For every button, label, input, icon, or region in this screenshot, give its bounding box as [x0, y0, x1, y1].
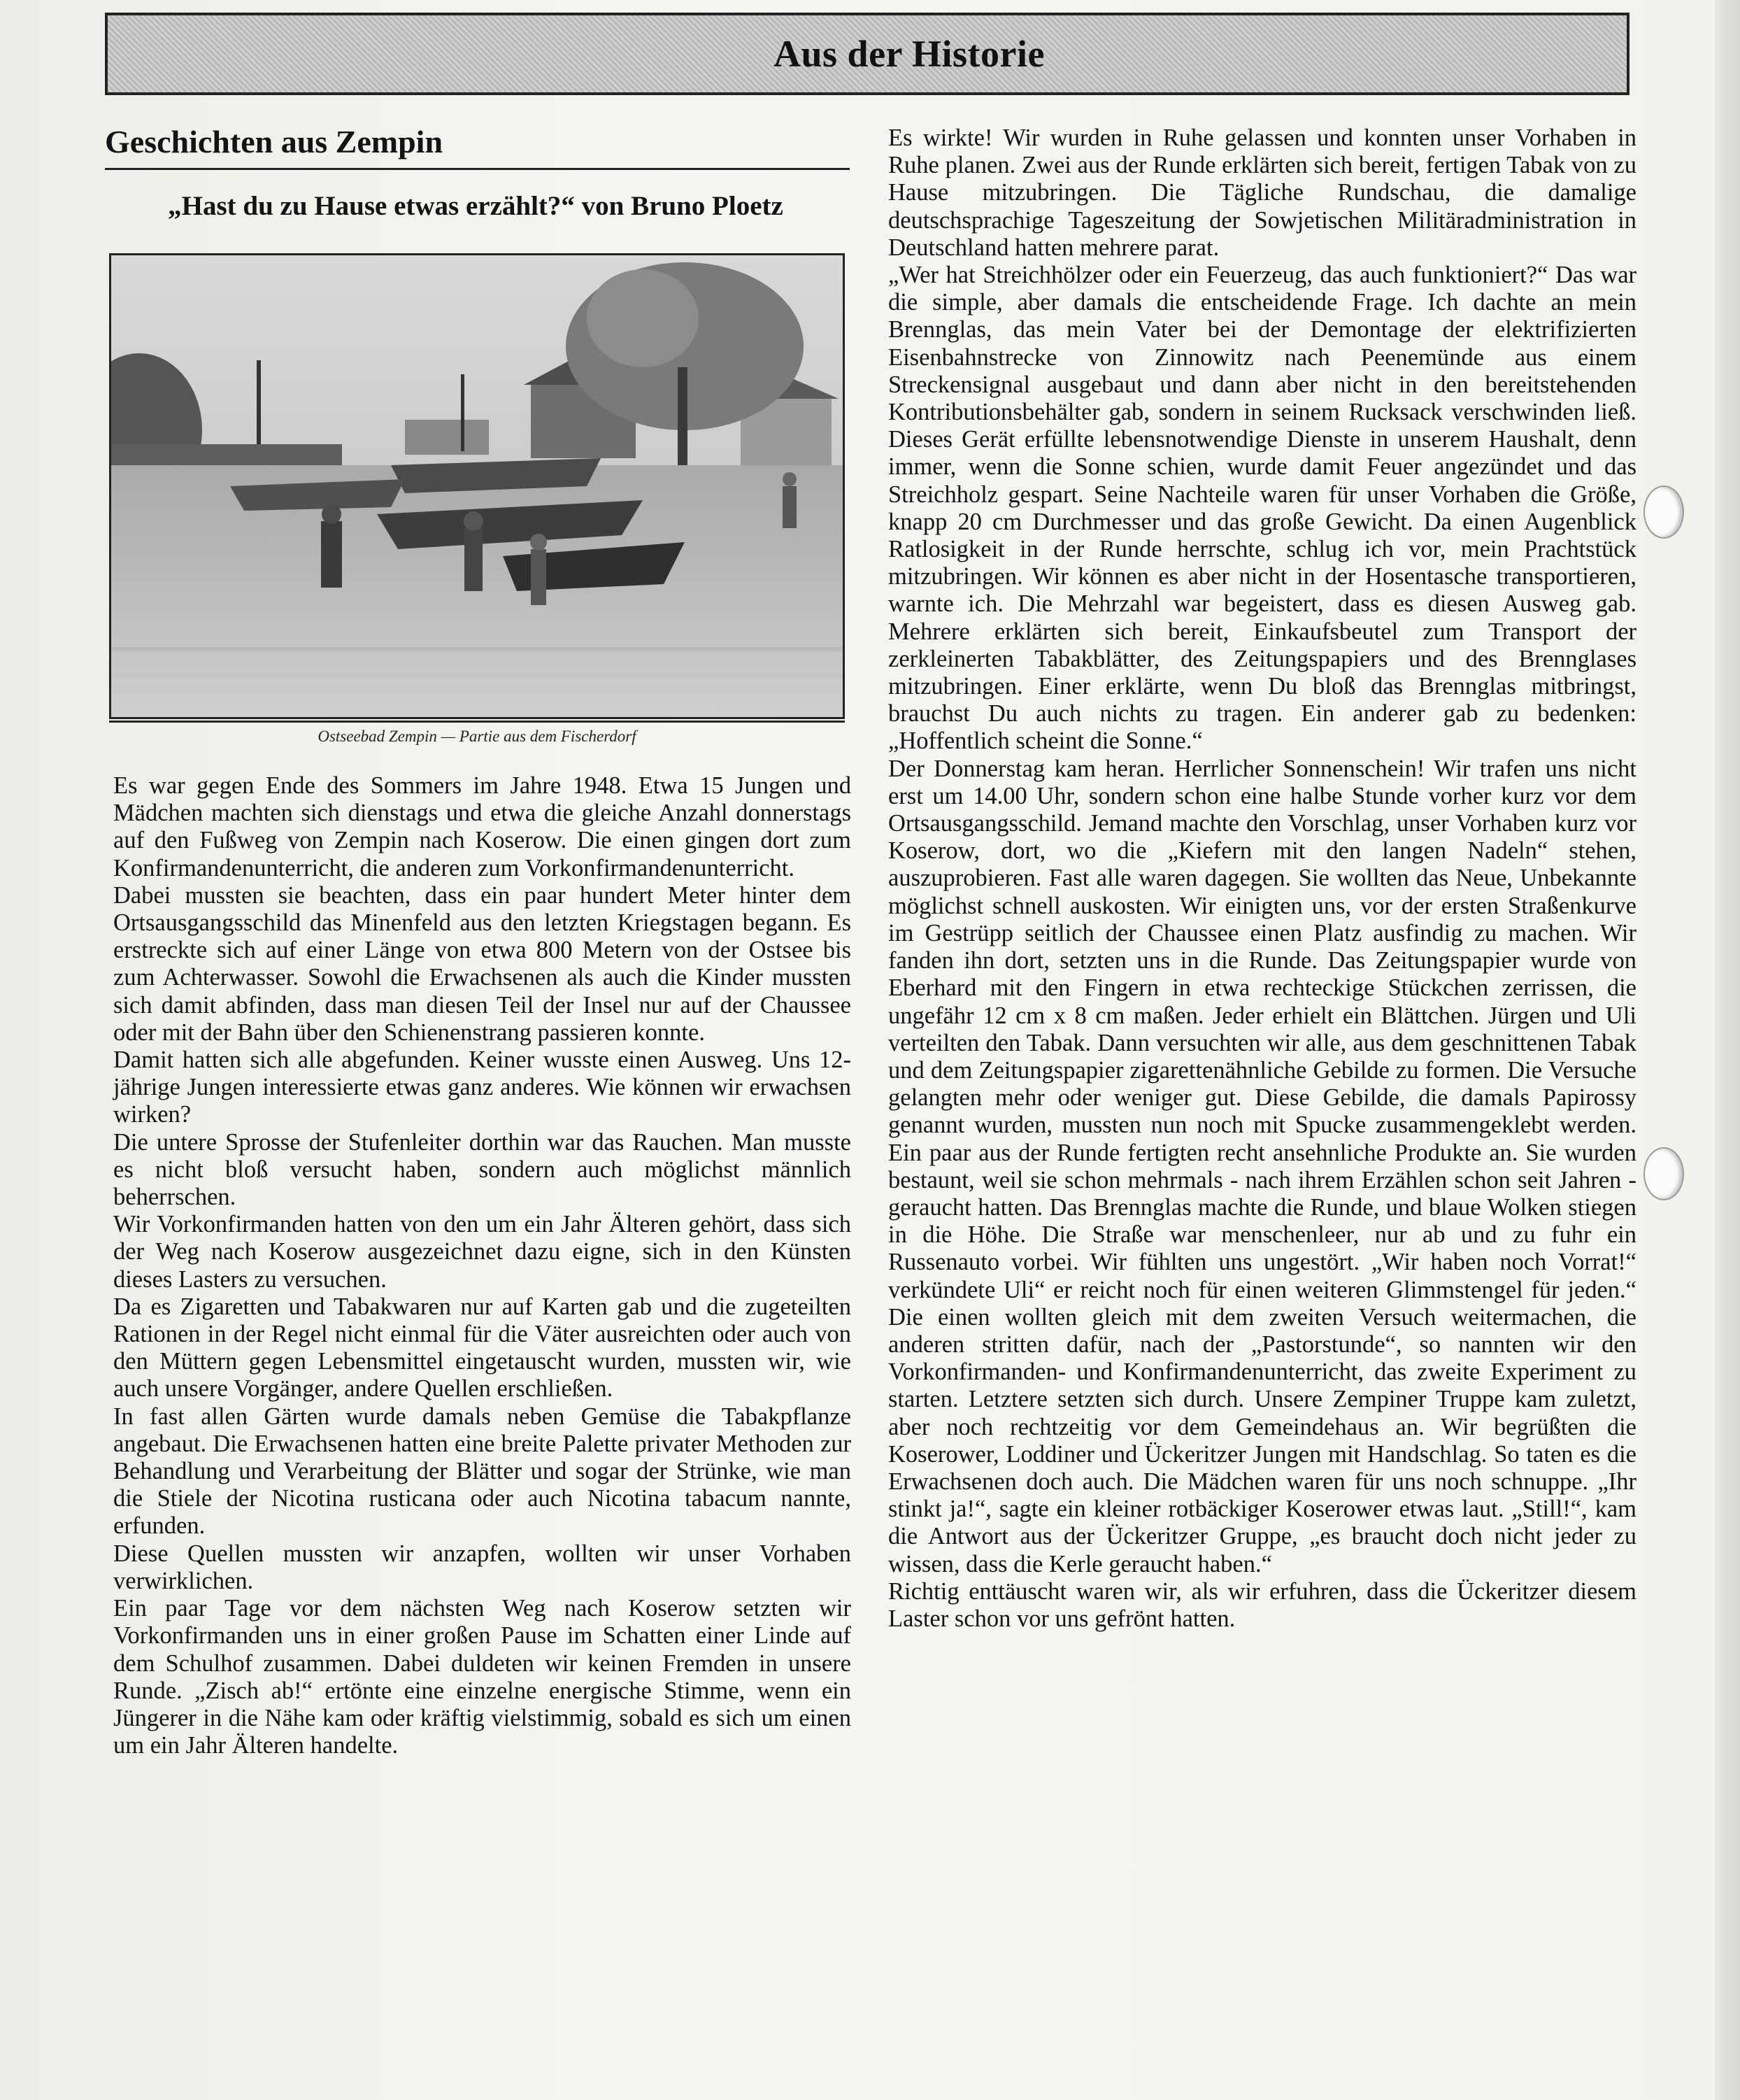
title-rule	[105, 168, 850, 170]
paragraph: In fast allen Gärten wurde damals neben Gemüse die Tabakpflanze angebaut. Die Erwachsenen hatten eine breite Palette privater Methoden zur Behandlung und Verarbeitung der Blätter und sogar der Strünke, wie man die Stiele der Nicotina rusticana oder auch Nicotina tabacum nannte, erfunden.	[113, 1403, 851, 1540]
paragraph: Richtig enttäuscht waren wir, als wir erfuhren, dass die Ückeritzer diesem Laster schon vor uns gefrönt hatten.	[888, 1577, 1636, 1632]
right-column	[888, 125, 1636, 1633]
article-subtitle: „Hast du zu Hause etwas erzählt?“ von Bruno Ploetz	[168, 191, 783, 221]
paragraph: Die untere Sprosse der Stufenleiter dorthin war das Rauchen. Man musste es nicht bloß versucht haben, sondern auch möglichst männlich beherrschen.	[113, 1128, 851, 1211]
paper-edge	[1715, 0, 1740, 2100]
paragraph: „Wer hat Streichhölzer oder ein Feuerzeug, das auch funktioniert?“ Das war die simple, aber damals die entscheidende Frage. Ich dachte an mein Brennglas, das mein Vater bei der Demontage der elektrifizierten Eisenbahnstrecke von Zinnowitz nach Peenemünde aus einem Streckensignal ausgebaut und dann aber nicht in den bereitstehenden Kontributionsbehälter gab, sondern in seinem Rucksack verschwinden ließ. Dieses Gerät erfüllte lebensnotwendige Dienste in unserem Haushalt, denn immer, wenn die Sonne schien, wurde damit Feuer angezündet und das Streichholz gespart. Seine Nachteile waren für unser Vorhaben die Größe, knapp 20 cm Durchmesser und das große Gewicht. Da einen Augenblick Ratlosigkeit in der Runde herrschte, schlug ich vor, mein Prachtstück mitzubringen. Wir können es aber nicht in der Hosentasche transportieren, warnte ich. Die Mehrzahl war begeistert, dass es diesen Ausweg gab. Mehrere erklärten sich bereit, Einkaufsbeutel zum Transport der zerkleinerten Tabakblätter, des Zeitungspapiers und des Brennglases mitzubringen. Einer erklärte, wenn Du bloß das Brennglas mitbringst, brauchst Du auch nichts zu tragen. Ein anderer gab zu bedenken: „Hoffentlich scheint die Sonne.“	[888, 262, 1636, 755]
paragraph: Der Donnerstag kam heran. Herrlicher Sonnenschein! Wir trafen uns nicht erst um 14.00 Uhr, sondern schon eine halbe Stunde vorher kurz vor dem Ortsausgangsschild. Jemand machte den Vorschlag, unser Vorhaben kurz vor Koserow, dort, wo die „Kiefern mit den langen Nadeln“ stehen, auszuprobieren. Fast alle waren dagegen. Sie wollten das Neue, Unbekannte möglichst schnell auskosten. Wir einigten uns, vor der ersten Straßenkurve im Gestrüpp seitlich der Chaussee einen Platz ausfindig zu machen. Wir fanden ihn dort, setzten uns in die Runde. Das Zeitungspapier wurde von Eberhard mit den Fingern in etwa rechteckige Stückchen zerrissen, die ungefähr 12 cm x 8 cm maßen. Jeder erhielt ein Blättchen. Jürgen und Uli verteilten den Tabak. Dann versuchten wir alle, aus dem geschnittenen Tabak und dem Zeitungspapier zigarettenähnliche Gebilde zu formen. Die Versuche gelangten mehr oder weniger gut. Diese Gebilde, die damals Papirossy genannt wurden, mussten nun noch mit Spucke zusammengeklebt werden. Ein paar aus der Runde fertigten recht ansehnliche Produkte an. Sie wurden bestaunt, weil sie schon mehrmals - nach ihrem Erzählen schon seit Jahren - geraucht hatten. Das Brennglas machte die Runde, und blaue Wolken stiegen in die Höhe. Die Straße war menschenleer, nur ab und zu fuhr ein Russenauto vorbei. Wir fühlten uns ungestört. „Wir haben noch Vorrat!“ verkündete Uli“ er reicht noch für einen weiteren Glimmstengel für jeden.“ Die einen wollten gleich mit dem zweiten Versuch weitermachen, die anderen stritten dafür, nach der „Pastorstunde“, so nannten wir den Vorkonfirmanden- und Konfirmandenunterricht, das zweite Experiment zu starten. Letztere setzten sich durch. Unsere Zempiner Truppe kam zuletzt, aber noch rechtzeitig vor dem Gemeindehaus an. Wir begrüßten die Koserower, Loddiner und Ückeritzer Jungen mit Handschlag. So taten es die Erwachsenen doch auch. Die Mädchen waren für uns noch schnuppe. „Ihr stinkt ja!“, sagte ein kleiner rotbäckiger Koserower etwas laut. „Still!“, kam die Antwort aus der Ückeritzer Gruppe, „es braucht doch nicht jeder zu wissen, dass die Kerle geraucht haben.“	[888, 755, 1636, 1577]
paragraph: Damit hatten sich alle abgefunden. Keiner wusste einen Ausweg. Uns 12-jährige Jungen interessierte etwas ganz anderes. Wie können wir erwachsen wirken?	[113, 1047, 851, 1128]
article-title: Geschichten aus Zempin	[105, 124, 443, 159]
paragraph: Ein paar Tage vor dem nächsten Weg nach Koserow setzten wir Vorkonfirmanden uns in einer großen Pause im Schatten einer Linde auf dem Schulhof zusammen. Dabei duldeten wir keinen Fremden in unsere Runde. „Zisch ab!“ ertönte eine einzelne energische Stimme, wenn ein Jüngerer in die Nähe kam oder kräftig vielstimmig, sobald es sich um einen um ein Jahr Älteren handelte.	[113, 1595, 851, 1759]
paragraph: Wir Vorkonfirmanden hatten von den um ein Jahr Älteren gehört, dass sich der Weg nach Koserow ausgezeichnet dazu eigne, sich in den Künsten dieses Lasters zu versuchen.	[113, 1211, 851, 1293]
left-column	[113, 772, 851, 1759]
punch-hole	[1643, 485, 1684, 539]
paragraph: Dabei mussten sie beachten, dass ein paar hundert Meter hinter dem Ortsausgangsschild das Minenfeld aus den letzten Kriegstagen begann. Es erstreckte sich auf einer Länge von etwa 800 Metern von der Ostsee bis zum Achterwasser. Sowohl die Erwachsenen als auch die Kinder mussten sich damit abfinden, dass man diesen Teil der Insel nur auf der Chaussee oder mit der Bahn über den Schienenstrang passieren konnte.	[113, 881, 851, 1046]
historic-photo	[109, 253, 845, 719]
paragraph: Es wirkte! Wir wurden in Ruhe gelassen und konnten unser Vorhaben in Ruhe planen. Zwei aus der Runde erklärten sich bereit, fertigen Tabak von zu Hause mitzubringen. Die Tägliche Rundschau, die damalige deutschsprachige Tageszeitung der Sowjetischen Militäradministration in Deutschland hatten mehrere parat.	[888, 125, 1636, 261]
paragraph: Diese Quellen mussten wir anzapfen, wollten wir unser Vorhaben verwirklichen.	[113, 1540, 851, 1594]
section-title: Aus der Historie	[773, 33, 1045, 75]
paragraph: Es war gegen Ende des Sommers im Jahre 1948. Etwa 15 Jungen und Mädchen machten sich dienstags und etwa die gleiche Anzahl donnerstags auf den Fußweg von Zempin nach Koserow. Die einen gingen dort zum Konfirmandenunterricht, die anderen zum Vorkonfirmandenunterricht.	[113, 772, 851, 881]
photo-caption: Ostseebad Zempin — Partie aus dem Fischerdorf	[318, 728, 636, 745]
section-header	[105, 13, 1630, 95]
photo-illustration	[111, 255, 843, 717]
paragraph: Da es Zigaretten und Tabakwaren nur auf Karten gab und die zugeteilten Rationen in der Regel nicht einmal für die Väter ausreichten oder auch von den Müttern gegen Lebensmittel eingetauscht wurden, mussten wir, wie auch unsere Vorgänger, andere Quellen erschließen.	[113, 1293, 851, 1403]
punch-hole	[1643, 1147, 1684, 1200]
caption-rule	[109, 721, 845, 723]
